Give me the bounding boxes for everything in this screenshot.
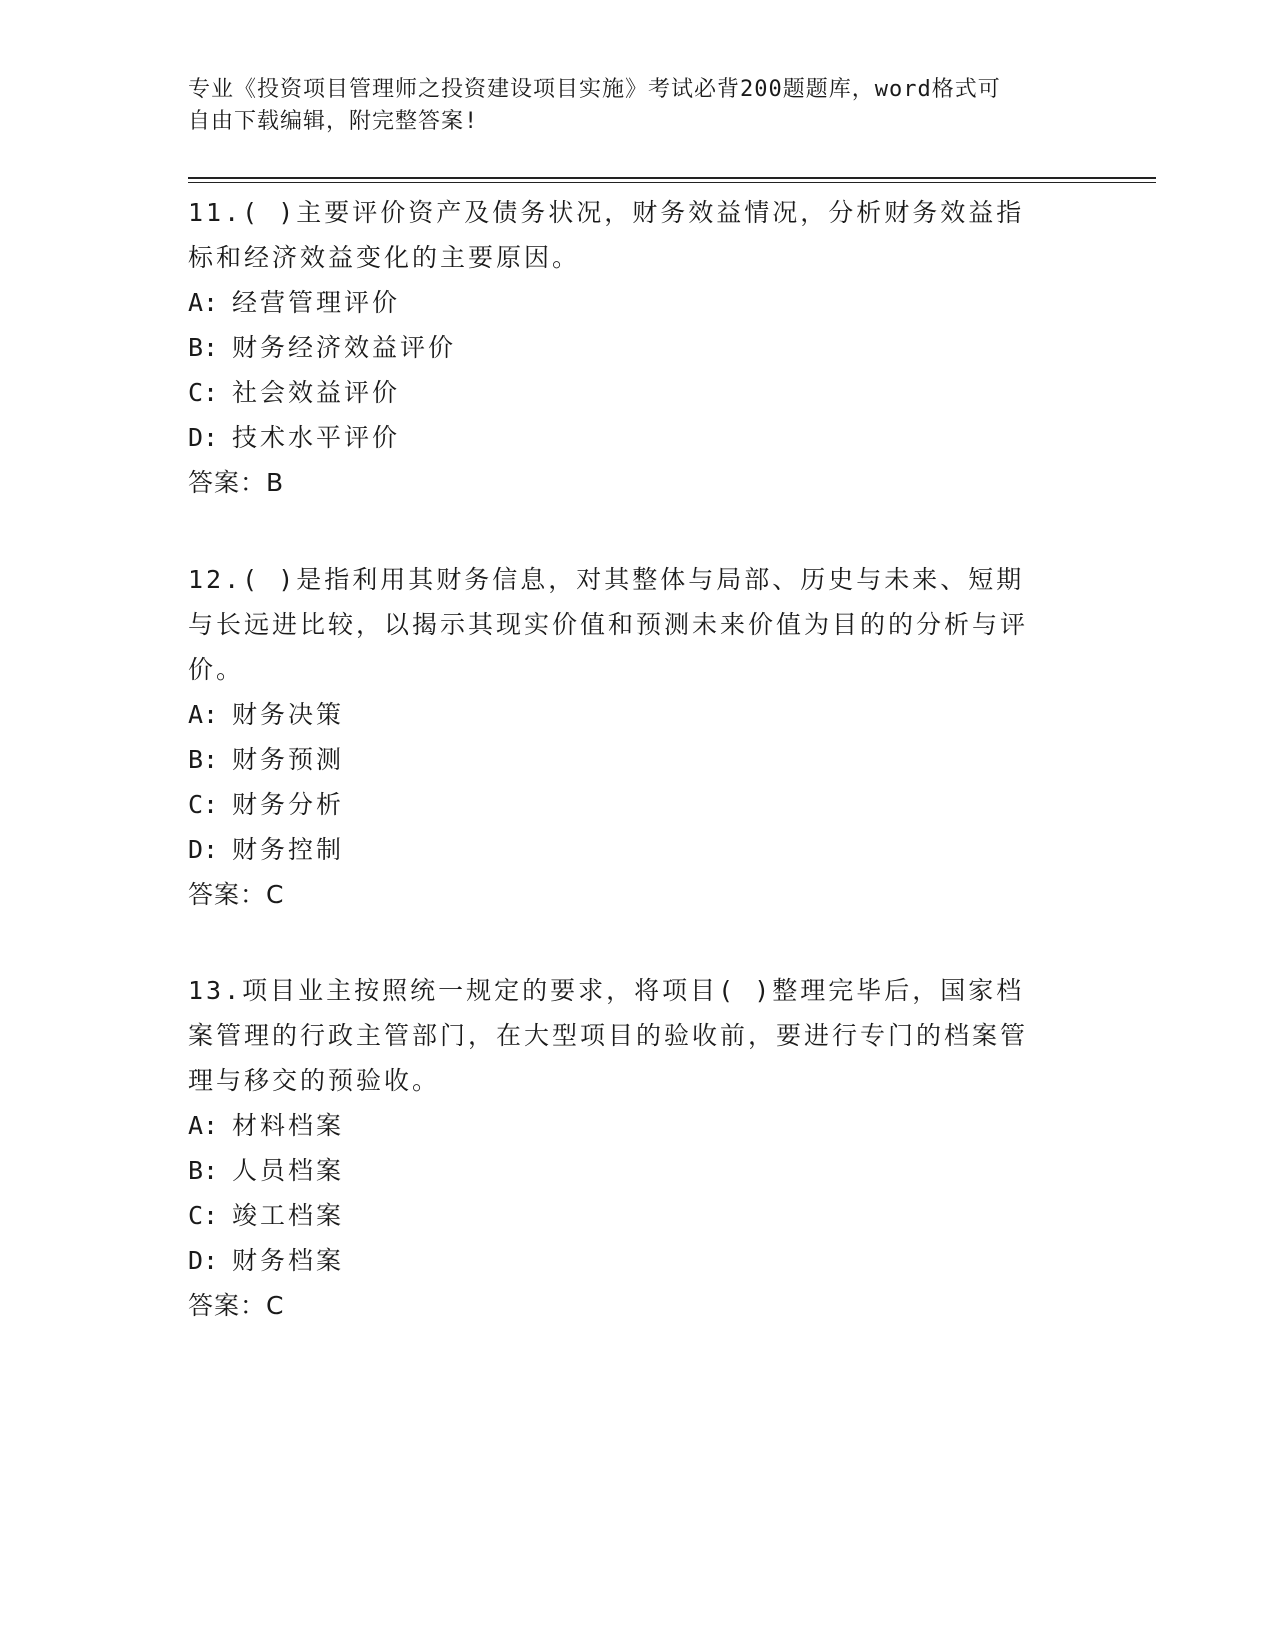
- option-a: [188, 1103, 1068, 1148]
- option-text: 财务档案: [232, 1246, 345, 1275]
- option-text: 经营管理评价: [232, 288, 401, 317]
- option-letter: D:: [188, 835, 219, 864]
- option-d: [188, 827, 1068, 872]
- option-c: [188, 370, 1068, 415]
- header-line-2: 自由下载编辑，附完整答案!: [188, 109, 479, 134]
- option-d: [188, 1238, 1068, 1283]
- option-text: 财务分析: [232, 790, 345, 819]
- answer-line: 答案：B: [188, 468, 285, 497]
- question-stem-line: 与长远进比较，以揭示其现实价值和预测未来价值为目的的分析与评: [188, 610, 1029, 639]
- option-letter: A:: [188, 288, 219, 317]
- option-text: 财务控制: [232, 835, 345, 864]
- question-13: [188, 968, 1068, 1328]
- option-b: [188, 1148, 1068, 1193]
- header-divider-thin: [188, 182, 1156, 183]
- question-stem-line: 理与移交的预验收。: [188, 1066, 441, 1095]
- answer-line: 答案：C: [188, 1291, 285, 1320]
- option-letter: D:: [188, 1246, 219, 1275]
- option-text: 竣工档案: [232, 1201, 345, 1230]
- option-text: 财务经济效益评价: [232, 333, 457, 362]
- option-text: 技术水平评价: [232, 423, 401, 452]
- option-letter: B:: [188, 745, 219, 774]
- option-letter: D:: [188, 423, 219, 452]
- option-c: [188, 782, 1068, 827]
- option-b: [188, 325, 1068, 370]
- option-text: 财务预测: [232, 745, 345, 774]
- option-c: [188, 1193, 1068, 1238]
- option-letter: C:: [188, 790, 219, 819]
- option-letter: C:: [188, 1201, 219, 1230]
- option-letter: B:: [188, 333, 219, 362]
- question-stem-line: 12.( )是指利用其财务信息，对其整体与局部、历史与未来、短期: [188, 565, 1025, 594]
- option-d: [188, 415, 1068, 460]
- option-b: [188, 737, 1068, 782]
- option-letter: A:: [188, 700, 219, 729]
- question-stem-line: 11.( )主要评价资产及债务状况，财务效益情况，分析财务效益指: [188, 198, 1025, 227]
- question-11: [188, 190, 1068, 505]
- header-line-1: 专业《投资项目管理师之投资建设项目实施》考试必背200题题库，word格式可: [188, 77, 1001, 102]
- question-stem-line: 13.项目业主按照统一规定的要求，将项目( )整理完毕后，国家档: [188, 976, 1025, 1005]
- question-stem-line: 价。: [188, 655, 245, 684]
- answer-line: 答案：C: [188, 880, 285, 909]
- document-header: [188, 74, 1068, 138]
- question-12: [188, 557, 1068, 917]
- option-text: 材料档案: [232, 1111, 345, 1140]
- option-text: 人员档案: [232, 1156, 345, 1185]
- option-letter: A:: [188, 1111, 219, 1140]
- header-divider-thick: [188, 177, 1156, 179]
- option-letter: C:: [188, 378, 219, 407]
- option-text: 社会效益评价: [232, 378, 401, 407]
- option-text: 财务决策: [232, 700, 345, 729]
- option-a: [188, 280, 1068, 325]
- option-a: [188, 692, 1068, 737]
- question-stem-line: 案管理的行政主管部门，在大型项目的验收前，要进行专门的档案管: [188, 1021, 1029, 1050]
- option-letter: B:: [188, 1156, 219, 1185]
- question-stem-line: 标和经济效益变化的主要原因。: [188, 243, 581, 272]
